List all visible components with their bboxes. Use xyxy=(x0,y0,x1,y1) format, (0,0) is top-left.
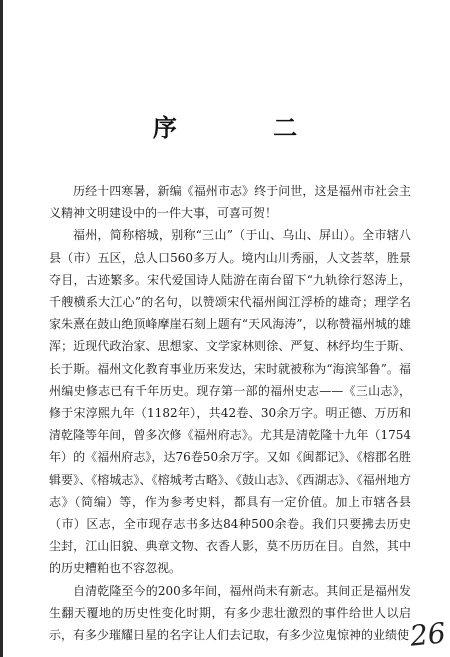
paragraph-2: 福州，简称榕城，别称“三山”（于山、乌山、屏山）。全市辖八县（市）五区，总人口560多万人。境内山川秀丽，人文荟萃，胜景夺目，古迹繁多。宋代爱国诗人陆游在南台留下“九轨徐行怒涛上，千艘横系大江心”的名句，以赞颂宋代福州闽江浮桥的雄奇；理学名家朱熹在鼓山绝顶峰摩崖石刻上题有“天风海涛”，以称赞福州城的雄浑；近现代政治家、思想家、文学家林则徐、严复、林纾均生于斯、长于斯。福州文化教育事业历来发达，宋时就被称为“海滨邹鲁”。福州编史修志已有千年历史。现存第一部的福州史志——《三山志》，修于宋淳熙九年（1182年），共42卷、30余万字。明正德、万历和清乾隆等年间，曾多次修《福州府志》。尤其是清乾隆十九年（1754年）的《福州府志》，达76卷50余万字。又如《闽都记》、《榕郡名胜辑要》、《榕城志》、《榕城考古略》、《鼓山志》、《西湖志》、《福州地方志》（简编）等，作为参考史料，都具有一定价值。加上市辖各县（市）区志，全市现存志书多达84种500余卷。我们只要拂去历史尘封，江山旧貌、典章文物、衣香人影，莫不历历在目。自然，其中的历史糟粕也不容忽视。 xyxy=(49,228,411,576)
body-text xyxy=(49,180,411,646)
paragraph-3: 自清乾隆至今的200多年间，福州尚未有新志。其间正是福州发生翻天覆地的历史性变化时期，有多少悲壮激烈的事件给世人以启示，有多少璀耀日星的名字让人们去记取，有多少泣鬼惊神的业绩使 xyxy=(49,583,411,643)
handwritten-page-number: 26 xyxy=(408,616,448,653)
paragraph-1: 历经十四寒暑，新编《福州市志》终于问世，这是福州市社会主义精神文明建设中的一件大事，可喜可贺！ xyxy=(49,184,411,221)
page-edge-shadow xyxy=(0,0,3,657)
page-title: 序 二 xyxy=(152,114,342,142)
